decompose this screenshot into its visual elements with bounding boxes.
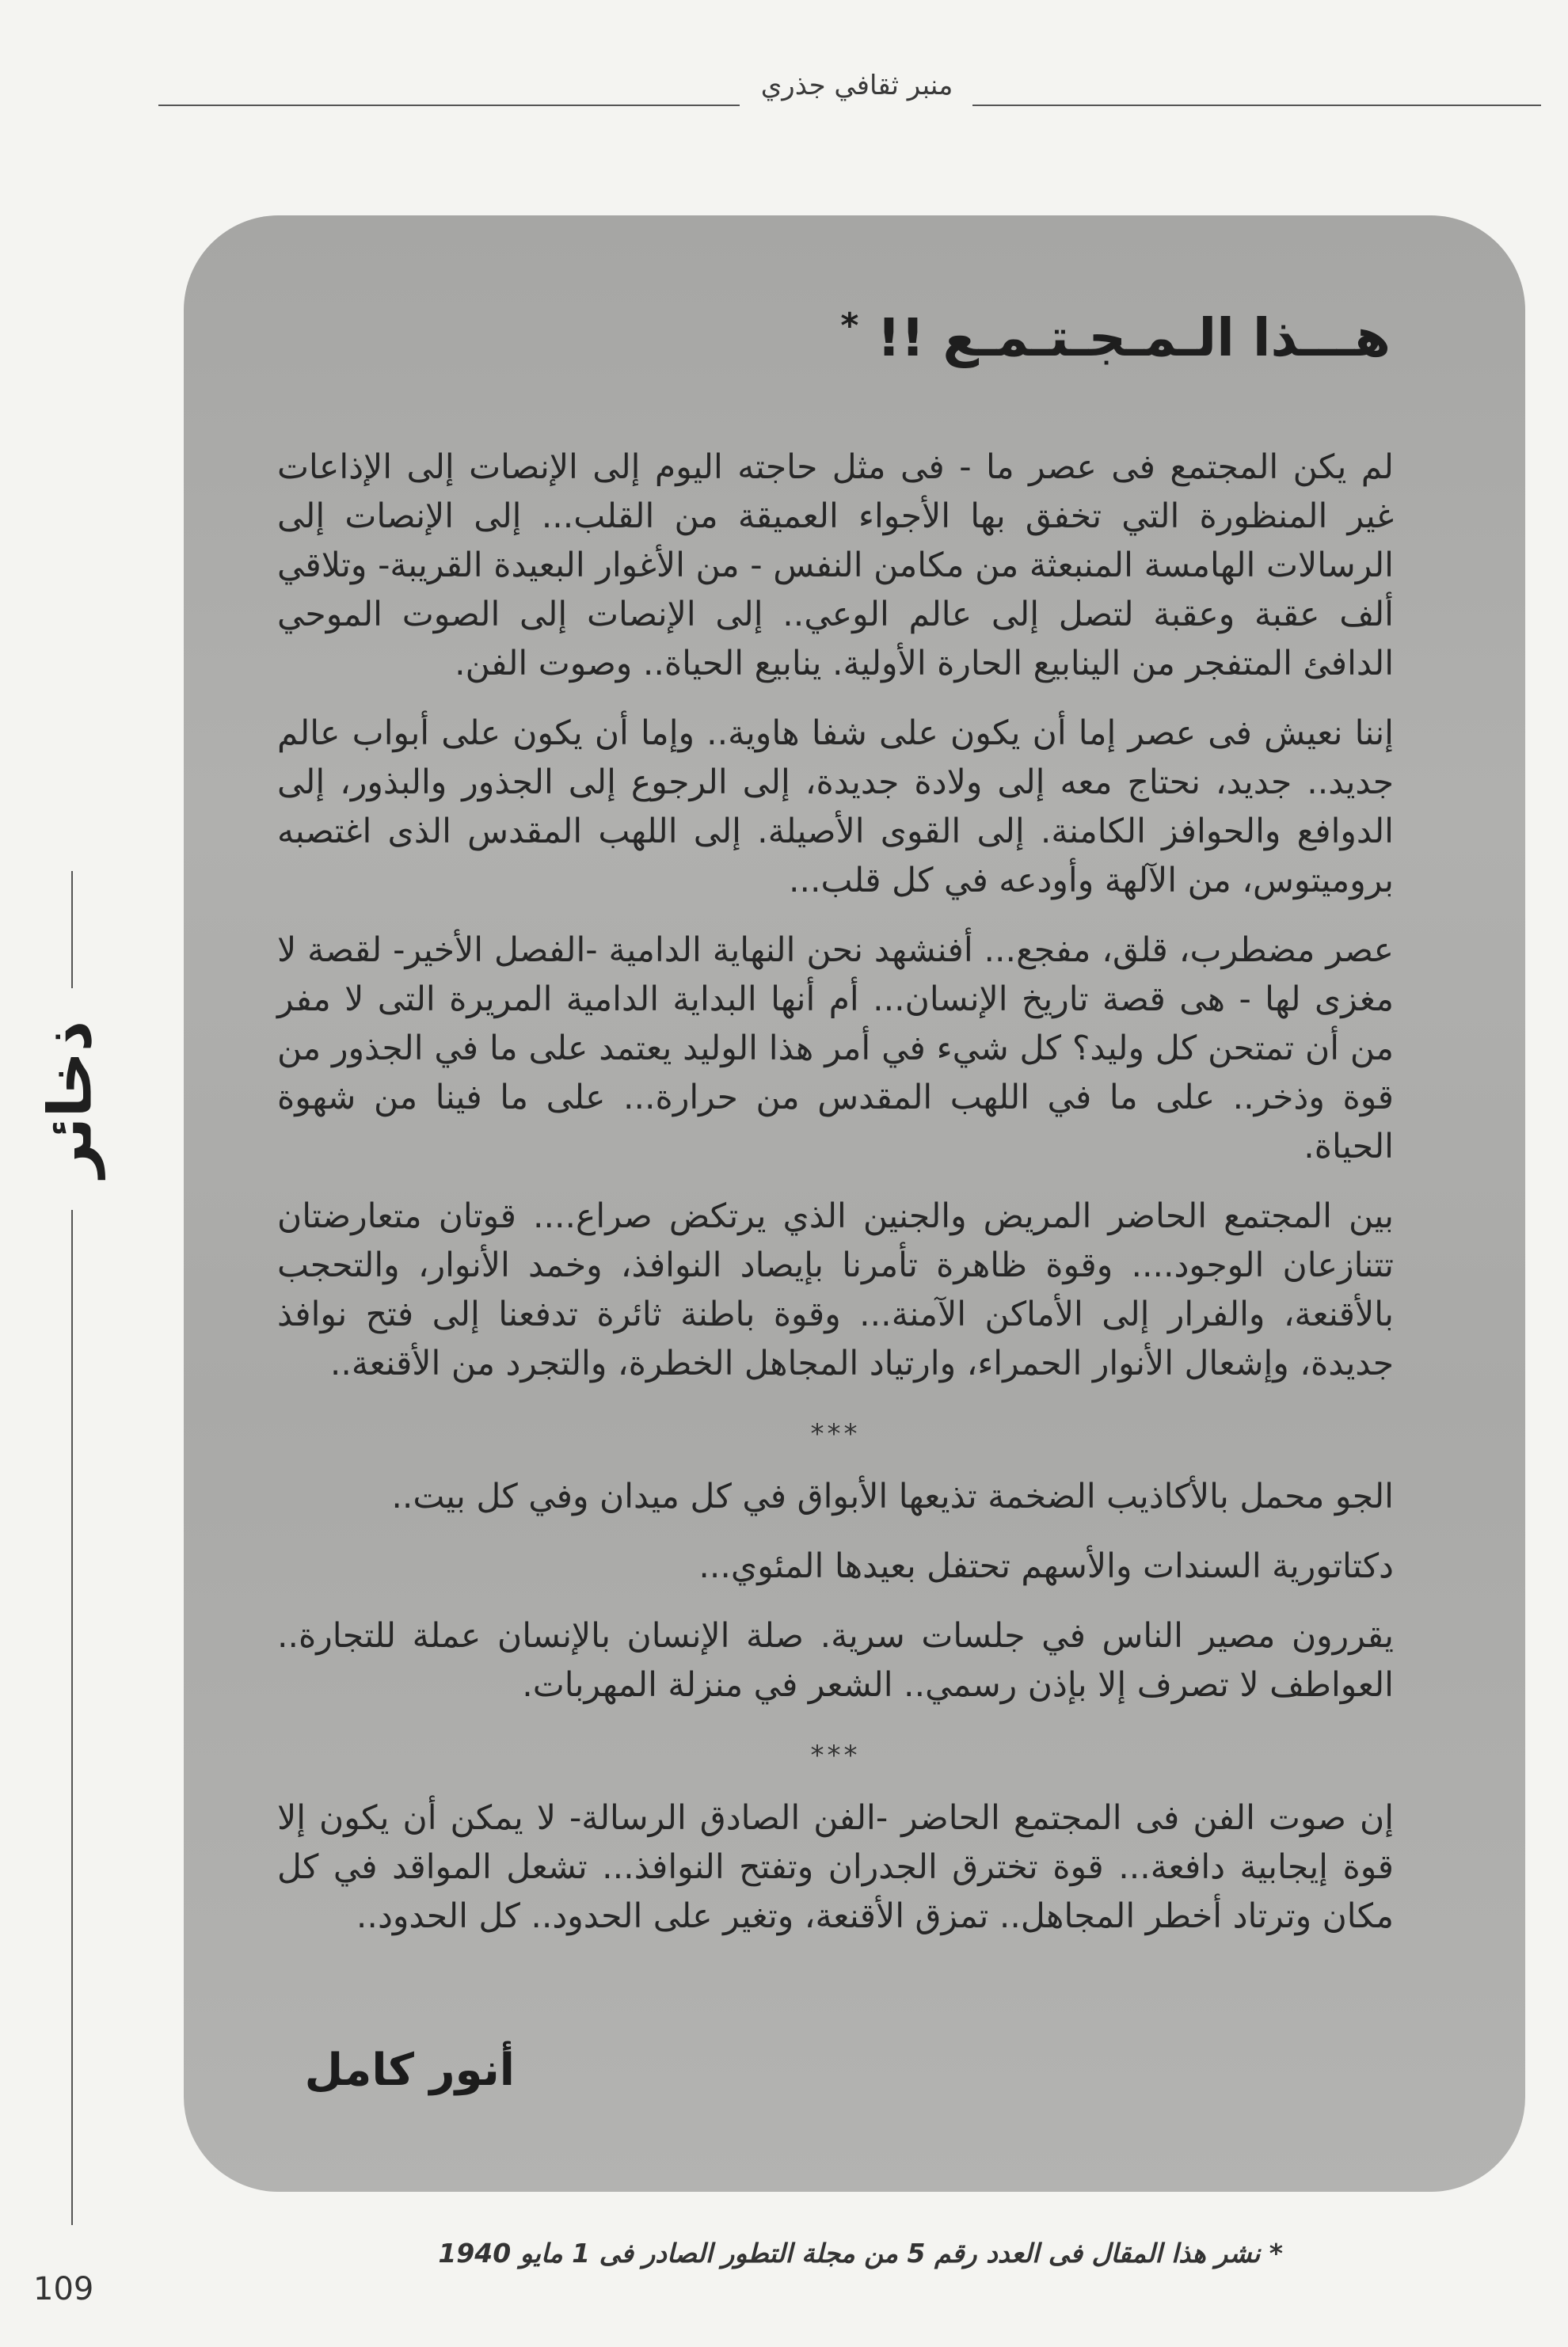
paragraph: عصر مضطرب، قلق، مفجع... أفنشهد نحن النهاية الدامية -الفصل الأخير- لقصة لا مغزى لها - هى قصة تاريخ الإنسان... أم أنها البداية الدامية المريرة التى لا مفر من أن تمتحن كل وليد؟ كل شيء في أمر هذا الوليد يعتمد على ما في الجذور من قوة وذخر.. على ما في اللهب المقدس من حرارة... على ما فينا من شهوة الحياة. — [277, 931, 1394, 1166]
page-number: 109 — [33, 2271, 94, 2307]
article-title-text: هـــذا الـمـجـتـمـع !! — [877, 307, 1391, 368]
section-separator: *** — [810, 1740, 861, 1771]
header-rule-right — [972, 105, 1541, 106]
paragraph: الجو محمل بالأكاذيب الضخمة تذيعها الأبواق في كل ميدان وفي كل بيت.. — [391, 1478, 1394, 1516]
running-header: منبر ثقافي جذري — [760, 70, 953, 101]
footnote: * نشر هذا المقال فى العدد رقم 5 من مجلة التطور الصادر فى 1 مايو 1940 — [438, 2238, 1283, 2269]
paragraph: بين المجتمع الحاضر المريض والجنين الذي يرتكض صراع.... قوتان متعارضتان تتنازعان الوجود.... وقوة ظاهرة تأمرنا بإيصاد النوافذ، وخمد الأنوار، والتحجب بالأقنعة، والفرار إلى الأماكن الآمنة... وقوة باطنة ثائرة تدفعنا إلى فتح نوافذ جديدة، وإشعال الأنوار الحمراء، وارتياد المجاهل الخطرة، والتجرد من الأقنعة.. — [277, 1197, 1394, 1383]
paragraph: دكتاتورية السندات والأسهم تحتفل بعيدها المئوي... — [698, 1547, 1394, 1586]
section-label-text: ذخائر — [34, 1020, 105, 1178]
author-name: أنور كامل — [304, 2045, 515, 2096]
paragraph: لم يكن المجتمع فى عصر ما - فى مثل حاجته اليوم إلى الإنصات إلى الإذاعات غير المنظورة التي تخفق بها الأجواء العميقة من القلب... إلى الإنصات إلى الرسالات الهامسة المنبعثة من مكامن النفس - من الأغوار البعيدة القريبة- وتلاقي ألف عقبة وعقبة لتصل إلى عالم الوعي.. إلى الإنصات إلى الصوت الموحي الدافئ المتفجر من الينابيع الحارة الأولية. ينابيع الحياة.. وصوت الفن. — [277, 448, 1394, 683]
header-rule-left — [158, 105, 740, 106]
side-rule-top — [71, 871, 73, 988]
article-title — [792, 306, 1391, 368]
paragraph: إن صوت الفن فى المجتمع الحاضر -الفن الصادق الرسالة- لا يمكن أن يكون إلا قوة إيجابية دافعة... قوة تخترق الجدران وتفتح النوافذ... تشعل المواقد في كل مكان وترتاد أخطر المجاهل.. تمزق الأقنعة، وتغير على الحدود.. كل الحدود.. — [277, 1799, 1394, 1936]
footnote-marker: * — [840, 306, 859, 346]
paragraph: إننا نعيش فى عصر إما أن يكون على شفا هاوية.. وإما أن يكون على أبواب عالم جديد.. جديد، نحتاج معه إلى ولادة جديدة، إلى الرجوع إلى الجذور والبذور، إلى الدوافع والحوافز الكامنة. إلى القوى الأصيلة. إلى اللهب المقدس الذى اغتصبه بروميتوس، من الآلهة وأودعه في كل قلب... — [277, 714, 1394, 900]
section-separator: *** — [810, 1418, 861, 1450]
side-rule-bottom — [71, 1210, 73, 2225]
paragraph: يقررون مصير الناس في جلسات سرية. صلة الإنسان بالإنسان عملة للتجارة.. العواطف لا تصرف إلا بإذن رسمي.. الشعر في منزلة المهربات. — [277, 1617, 1394, 1705]
article-body — [277, 443, 1394, 1962]
